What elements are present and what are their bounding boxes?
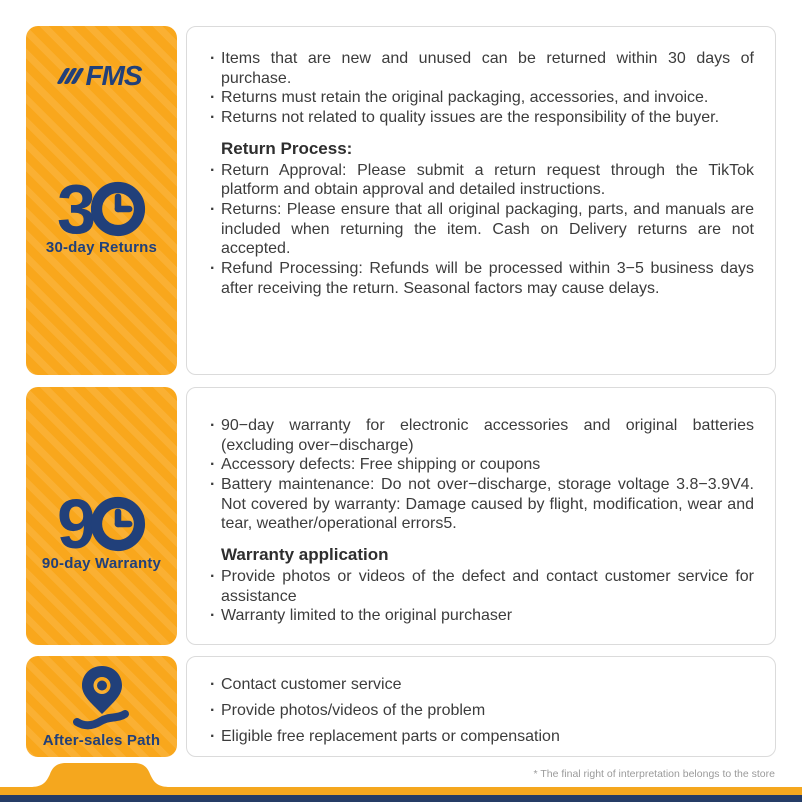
clock-dial-icon (90, 496, 146, 552)
bullet-item: · Accessory defects: Free shipping or coupons (208, 455, 754, 475)
fms-logo (26, 60, 177, 92)
bullet-item: · Eligible free replacement parts or compensation (208, 724, 754, 750)
bullet-item: · Refund Processing: Refunds will be processed within 3−5 business days after receiving the return. Seasonal factors may cause delays. (208, 259, 754, 298)
warranty-panel (186, 387, 776, 645)
fms-logo-text: FMS (85, 60, 142, 91)
interpretation-footnote: * The final right of interpretation belongs to the store (533, 768, 775, 780)
aftersales-sidebar-card (26, 656, 177, 757)
fms-logo-stripes-icon (61, 68, 82, 84)
footer-bump-shape (30, 762, 170, 787)
warranty-intro-list (208, 416, 754, 534)
bullet-item: · Provide photos or videos of the defect and contact customer service for assistance (208, 567, 754, 606)
returns-panel (186, 26, 776, 375)
aftersales-panel (186, 656, 776, 757)
returns-sidebar-card (26, 26, 177, 375)
clock-dial-icon (90, 181, 146, 237)
returns-card-label: 30-day Returns (45, 239, 158, 256)
bullet-item: · Warranty limited to the original purchaser (208, 606, 754, 626)
bullet-item: · Returns must retain the original packaging, accessories, and invoice. (208, 88, 754, 108)
clock-90-icon: 9 (26, 487, 177, 561)
aftersales-card-label: After-sales Path (42, 732, 161, 749)
aftersales-list (208, 672, 754, 750)
warranty-application-list (208, 567, 754, 626)
clock-30-icon: 3 (26, 172, 177, 246)
bullet-item: · Battery maintenance: Do not over−discharge, storage voltage 3.8−3.9V4. Not covered by warranty: Damage caused by flight, modification, wear and tear, weather/operational errors5. (208, 475, 754, 534)
footer-yellow-bar (0, 787, 802, 795)
bullet-item: · Returns not related to quality issues are the responsibility of the buyer. (208, 108, 754, 128)
bullet-item: · Items that are new and unused can be returned within 30 days of purchase. (208, 49, 754, 88)
bullet-item: · Contact customer service (208, 672, 754, 698)
warranty-sidebar-card (26, 387, 177, 645)
returns-intro-list (208, 49, 754, 128)
warranty-application-heading: Warranty application (221, 545, 389, 565)
bullet-item: · Returns: Please ensure that all original packaging, parts, and manuals are included when returning the item. Cash on Delivery returns are not accepted. (208, 200, 754, 259)
return-process-heading: Return Process: (221, 138, 353, 158)
location-pin-icon (26, 664, 177, 730)
bullet-item: · 90−day warranty for electronic accessories and original batteries (excluding over−discharge) (208, 416, 754, 455)
warranty-card-label: 90-day Warranty (41, 555, 162, 572)
return-process-list (208, 161, 754, 299)
bullet-item: · Provide photos/videos of the problem (208, 698, 754, 724)
footer-navy-bar (0, 795, 802, 802)
bullet-item: · Return Approval: Please submit a return request through the TikTok platform and obtain approval and detailed instructions. (208, 161, 754, 200)
